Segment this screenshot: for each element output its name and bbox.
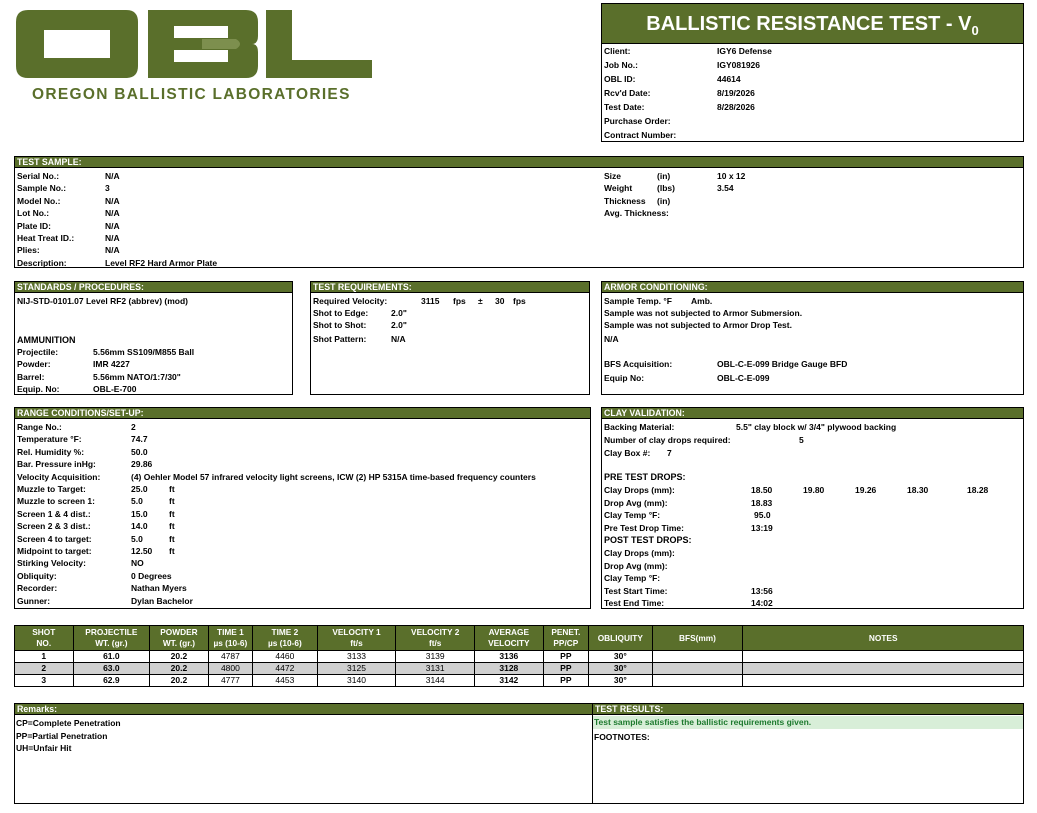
- shot-col-header-line1: SHOT: [32, 627, 56, 637]
- table-cell: 3128: [475, 663, 544, 675]
- test-end-time-value: 14:02: [751, 598, 773, 608]
- sample-dim-label: Size: [604, 171, 622, 181]
- range-field-label: Muzzle to screen 1:: [17, 496, 95, 507]
- table-cell: PP: [543, 675, 588, 687]
- sample-field-label: Serial No.:: [17, 171, 60, 181]
- pre-test-drops-title: PRE TEST DROPS:: [604, 472, 686, 482]
- obl-logo: [14, 8, 374, 80]
- test-result-text: Test sample satisfies the ballistic requirements given.: [593, 716, 1023, 729]
- job-info-box: [601, 3, 1024, 142]
- shot-col-header: [15, 626, 74, 651]
- sample-field-value: N/A: [105, 245, 120, 256]
- range-field-value: (4) Oehler Model 57 infrared velocity light screens, ICW (2) HP 5315A time-based frequency counters: [131, 471, 536, 482]
- shot-col-header-line1: PROJECTILE: [85, 627, 138, 637]
- sample-field-label: Model No.:: [17, 195, 61, 206]
- test-requirements-section: [310, 281, 590, 395]
- table-cell: 1: [15, 651, 74, 663]
- range-conditions-header: RANGE CONDITIONS/SET-UP:: [15, 408, 590, 419]
- shot-col-header-line2: µs (10-6): [267, 638, 302, 648]
- range-field-label: Muzzle to Target:: [17, 484, 86, 494]
- ammo-value: 5.56mm NATO/1:7/30": [93, 371, 181, 382]
- requirement-value: N/A: [391, 334, 406, 344]
- table-row: [15, 663, 1024, 675]
- shot-col-header: [475, 626, 544, 651]
- pre-clay-drop-1: 18.50: [751, 485, 773, 495]
- shot-col-header-line2: µs (10-6): [213, 638, 248, 648]
- table-cell: 30°: [589, 663, 653, 675]
- submersion-note: Sample was not subjected to Armor Submersion.: [604, 308, 803, 318]
- sample-dim-unit: (lbs): [657, 183, 675, 194]
- armor-conditioning-section: [601, 281, 1024, 395]
- sample-temp-label: Sample Temp. °F: [604, 296, 672, 306]
- info-value: 8/19/2026: [717, 88, 755, 98]
- table-cell: [652, 651, 743, 663]
- range-field-label: Temperature °F:: [17, 434, 82, 445]
- range-field-value: 50.0: [131, 446, 148, 457]
- clay-drops-required-value: 5: [799, 435, 804, 445]
- range-field-label: Recorder:: [17, 583, 58, 594]
- sample-dim-value: 10 x 12: [717, 171, 746, 181]
- test-start-time-label: Test Start Time:: [604, 586, 668, 596]
- plus-minus-sign: ±: [478, 296, 483, 306]
- shot-col-header-line1: NOTES: [868, 632, 898, 643]
- range-field-label: Velocity Acquisition:: [17, 471, 101, 482]
- table-cell: PP: [543, 651, 588, 663]
- table-cell: 30°: [589, 651, 653, 663]
- remarks-section: [14, 703, 593, 804]
- shot-col-header-line2: WT. (gr.): [162, 638, 196, 648]
- footnotes-label: FOOTNOTES:: [594, 732, 650, 742]
- range-field-unit: ft: [169, 484, 175, 494]
- shot-col-header: [73, 626, 150, 651]
- clay-validation-section: [601, 407, 1024, 609]
- shot-col-header-line1: TIME 1: [217, 627, 244, 637]
- table-cell: 3142: [475, 675, 544, 687]
- sample-dim-value: 3.54: [717, 183, 734, 194]
- table-cell: 2: [15, 663, 74, 675]
- post-clay-drops-label: Clay Drops (mm):: [604, 548, 675, 558]
- remark-line: UH=Unfair Hit: [16, 743, 72, 753]
- obl-logo-letters: [14, 8, 374, 80]
- range-field-value: 12.50: [131, 546, 153, 556]
- info-label: Client:: [604, 46, 631, 56]
- post-drop-avg-label: Drop Avg (mm):: [604, 561, 668, 571]
- range-field-unit: ft: [169, 508, 175, 519]
- remark-line: PP=Partial Penetration: [16, 730, 108, 741]
- range-field-unit: ft: [169, 546, 175, 556]
- ammo-label: Equip. No:: [17, 383, 60, 394]
- range-conditions-section: [14, 407, 591, 609]
- test-sample-header: TEST SAMPLE:: [15, 157, 1023, 168]
- shot-col-header: [150, 626, 209, 651]
- pre-clay-temp-label: Clay Temp °F:: [604, 510, 661, 520]
- sample-field-label: Plate ID:: [17, 220, 52, 231]
- sample-field-value: N/A: [105, 208, 120, 219]
- test-sample-section: [14, 156, 1024, 268]
- range-field-label: Obliquity:: [17, 570, 57, 581]
- requirement-label: Shot Pattern:: [313, 334, 367, 344]
- post-clay-temp-label: Clay Temp °F:: [604, 573, 661, 583]
- sample-dim-unit: (in): [657, 195, 671, 206]
- bfs-acquisition-value: OBL-C-E-099 Bridge Gauge BFD: [717, 359, 848, 369]
- pre-clay-drop-2: 19.80: [803, 485, 825, 495]
- test-requirements-header: TEST REQUIREMENTS:: [311, 282, 589, 293]
- standards-section: [14, 281, 293, 395]
- range-field-value: 5.0: [131, 496, 143, 507]
- info-label: Test Date:: [604, 102, 645, 112]
- shot-table-header: [15, 626, 1024, 651]
- range-field-value: 25.0: [131, 484, 148, 494]
- backing-material-value: 5.5" clay block w/ 3/4" plywood backing: [736, 422, 897, 432]
- range-field-value: Dylan Bachelor: [131, 595, 193, 606]
- range-field-value: 14.0: [131, 521, 148, 532]
- sample-field-label: Sample No.:: [17, 183, 67, 194]
- table-cell: 20.2: [150, 663, 209, 675]
- clay-box-label: Clay Box #:: [604, 448, 651, 458]
- table-cell: 4472: [253, 663, 318, 675]
- table-cell: [743, 663, 1024, 675]
- shot-col-header-line2: ft/s: [350, 638, 363, 648]
- pre-clay-drops-label: Clay Drops (mm):: [604, 485, 675, 495]
- logo-subtitle: OREGON BALLISTIC LABORATORIES: [32, 86, 351, 103]
- table-cell: 3125: [317, 663, 396, 675]
- ammunition-title: AMMUNITION: [17, 335, 76, 345]
- equip-no-label: Equip No:: [604, 373, 645, 383]
- page-title: BALLISTIC RESISTANCE TEST - $V_0$: [602, 4, 1023, 44]
- drop-test-note: Sample was not subjected to Armor Drop Test.: [604, 320, 792, 330]
- range-field-label: Screen 4 to target:: [17, 533, 92, 544]
- shot-col-header-line1: BFS(mm): [679, 632, 716, 643]
- shot-col-header-line1: VELOCITY 1: [332, 627, 381, 637]
- table-cell: 3136: [475, 651, 544, 663]
- ammo-label: Powder:: [17, 359, 51, 370]
- required-velocity-unit: fps: [453, 296, 466, 306]
- range-field-value: 2: [131, 422, 136, 432]
- sample-field-value: N/A: [105, 171, 120, 181]
- armor-conditioning-header: ARMOR CONDITIONING:: [602, 282, 1023, 293]
- remarks-header: Remarks:: [15, 704, 592, 715]
- shot-col-header-line1: VELOCITY 2: [411, 627, 460, 637]
- table-cell: 61.0: [73, 651, 150, 663]
- pre-clay-temp-value: 95.0: [754, 510, 771, 520]
- shot-col-header: [652, 626, 743, 651]
- table-row: [15, 651, 1024, 663]
- range-field-label: Rel. Humidity %:: [17, 446, 85, 457]
- shot-col-header-line1: TIME 2: [271, 627, 299, 637]
- sample-dim-label: Thickness: [604, 195, 646, 206]
- post-test-drops-title: POST TEST DROPS:: [604, 535, 692, 545]
- standards-header: STANDARDS / PROCEDURES:: [15, 282, 292, 293]
- range-field-value: 0 Degrees: [131, 570, 172, 581]
- table-cell: 3140: [317, 675, 396, 687]
- sample-field-value: N/A: [105, 220, 120, 231]
- standard-text: NIJ-STD-0101.07 Level RF2 (abbrev) (mod): [17, 296, 188, 306]
- shot-col-header-line2: VELOCITY: [488, 638, 530, 648]
- shot-col-header-line1: AVERAGE: [488, 627, 530, 637]
- shot-col-header: [589, 626, 653, 651]
- shot-data-table: [14, 625, 1024, 687]
- backing-material-label: Backing Material:: [604, 422, 675, 432]
- required-velocity-value: 3115: [421, 296, 440, 306]
- range-field-value: 15.0: [131, 508, 148, 519]
- equip-no-value: OBL-C-E-099: [717, 373, 770, 383]
- shot-col-header: [396, 626, 475, 651]
- table-cell: PP: [543, 663, 588, 675]
- range-field-label: Stirking Velocity:: [17, 558, 86, 569]
- table-cell: 3144: [396, 675, 475, 687]
- info-label: Job No.:: [604, 60, 638, 70]
- table-cell: [743, 675, 1024, 687]
- ammo-label: Barrel:: [17, 371, 45, 382]
- shot-table-body: [15, 651, 1024, 687]
- shot-col-header-line1: OBLIQUITY: [597, 632, 643, 643]
- ammo-value: OBL-E-700: [93, 383, 137, 394]
- info-label: Purchase Order:: [604, 116, 671, 126]
- table-cell: 3139: [396, 651, 475, 663]
- pre-drop-time-label: Pre Test Drop Time:: [604, 523, 684, 533]
- remark-line: CP=Complete Penetration: [16, 718, 121, 728]
- pre-clay-drop-3: 19.26: [855, 485, 877, 495]
- test-start-time-value: 13:56: [751, 586, 773, 596]
- range-field-value: 74.7: [131, 434, 148, 445]
- table-cell: 63.0: [73, 663, 150, 675]
- velocity-tolerance-unit: fps: [513, 296, 526, 306]
- table-cell: 4460: [253, 651, 318, 663]
- required-velocity-label: Required Velocity:: [313, 296, 388, 306]
- info-value: 8/28/2026: [717, 102, 755, 112]
- requirement-value: 2.0": [391, 308, 407, 318]
- pre-clay-drop-4: 18.30: [907, 485, 929, 495]
- range-field-value: NO: [131, 558, 144, 569]
- sample-dim-unit: (in): [657, 171, 671, 181]
- pre-drop-time-value: 13:19: [751, 523, 773, 533]
- range-field-label: Screen 2 & 3 dist.:: [17, 521, 91, 532]
- clay-box-value: 7: [667, 448, 672, 458]
- test-end-time-label: Test End Time:: [604, 598, 665, 608]
- clay-drops-required-label: Number of clay drops required:: [604, 435, 731, 445]
- sample-field-label: Description:: [17, 257, 67, 268]
- table-row: [15, 675, 1024, 687]
- shot-col-header: [743, 626, 1024, 651]
- table-cell: 30°: [589, 675, 653, 687]
- range-field-unit: ft: [169, 533, 175, 544]
- table-cell: 3131: [396, 663, 475, 675]
- table-cell: 3: [15, 675, 74, 687]
- sample-field-label: Lot No.:: [17, 208, 50, 219]
- range-field-label: Midpoint to target:: [17, 546, 92, 556]
- range-field-unit: ft: [169, 521, 175, 532]
- ammo-value: IMR 4227: [93, 359, 130, 370]
- info-label: Contract Number:: [604, 130, 677, 140]
- table-cell: [652, 675, 743, 687]
- table-cell: 4787: [208, 651, 252, 663]
- shot-col-header-line1: PENET.: [551, 627, 581, 637]
- range-field-label: Gunner:: [17, 595, 51, 606]
- range-field-value: 29.86: [131, 459, 153, 470]
- table-cell: [652, 663, 743, 675]
- shot-col-header-line2: NO.: [36, 638, 52, 648]
- bfs-acquisition-label: BFS Acquisition:: [604, 359, 673, 369]
- table-cell: 20.2: [150, 651, 209, 663]
- sample-field-label: Heat Treat ID.:: [17, 233, 75, 243]
- shot-col-header-line2: PP/CP: [553, 638, 579, 648]
- clay-validation-header: CLAY VALIDATION:: [602, 408, 1023, 419]
- range-field-value: Nathan Myers: [131, 583, 187, 594]
- info-value: IGY6 Defense: [717, 46, 772, 56]
- requirement-value: 2.0": [391, 320, 407, 330]
- info-value: 44614: [717, 74, 741, 84]
- shot-col-header: [253, 626, 318, 651]
- pre-drop-avg-label: Drop Avg (mm):: [604, 498, 668, 508]
- sample-dim-label: Avg. Thickness:: [604, 208, 669, 219]
- table-cell: 4777: [208, 675, 252, 687]
- shot-col-header-line2: ft/s: [428, 638, 442, 648]
- table-cell: [743, 651, 1024, 663]
- table-cell: 20.2: [150, 675, 209, 687]
- range-field-label: Screen 1 & 4 dist.:: [17, 508, 91, 519]
- shot-col-header-line2: WT. (gr.): [95, 638, 128, 648]
- table-cell: 4800: [208, 663, 252, 675]
- requirement-label: Shot to Edge:: [313, 308, 369, 318]
- sample-field-value: N/A: [105, 195, 120, 206]
- ammo-label: Projectile:: [17, 347, 59, 357]
- info-value: IGY081926: [717, 60, 761, 70]
- range-field-unit: ft: [169, 496, 175, 507]
- shot-col-header: [317, 626, 396, 651]
- test-results-header: TEST RESULTS:: [593, 704, 1023, 715]
- sample-temp-value: Amb.: [691, 296, 713, 306]
- velocity-tolerance: 30: [495, 296, 505, 306]
- table-cell: 62.9: [73, 675, 150, 687]
- shot-col-header: [208, 626, 252, 651]
- table-cell: 4453: [253, 675, 318, 687]
- conditioning-na: N/A: [604, 334, 619, 344]
- info-label: OBL ID:: [604, 74, 636, 84]
- pre-drop-avg-value: 18.83: [751, 498, 773, 508]
- sample-dim-label: Weight: [604, 183, 633, 194]
- requirement-label: Shot to Shot:: [313, 320, 367, 330]
- sample-field-value: 3: [105, 183, 110, 194]
- range-field-label: Range No.:: [17, 422, 62, 432]
- range-field-value: 5.0: [131, 533, 143, 544]
- sample-field-value: N/A: [105, 233, 120, 243]
- shot-col-header: [543, 626, 588, 651]
- table-cell: 3133: [317, 651, 396, 663]
- range-field-label: Bar. Pressure inHg:: [17, 459, 96, 470]
- ammo-value: 5.56mm SS109/M855 Ball: [93, 347, 195, 357]
- sample-field-label: Plies:: [17, 245, 40, 256]
- shot-col-header-line1: POWDER: [160, 627, 198, 637]
- test-results-section: [592, 703, 1024, 804]
- pre-clay-drop-5: 18.28: [967, 485, 989, 495]
- info-label: Rcv'd Date:: [604, 88, 651, 98]
- sample-field-value: Level RF2 Hard Armor Plate: [105, 257, 218, 268]
